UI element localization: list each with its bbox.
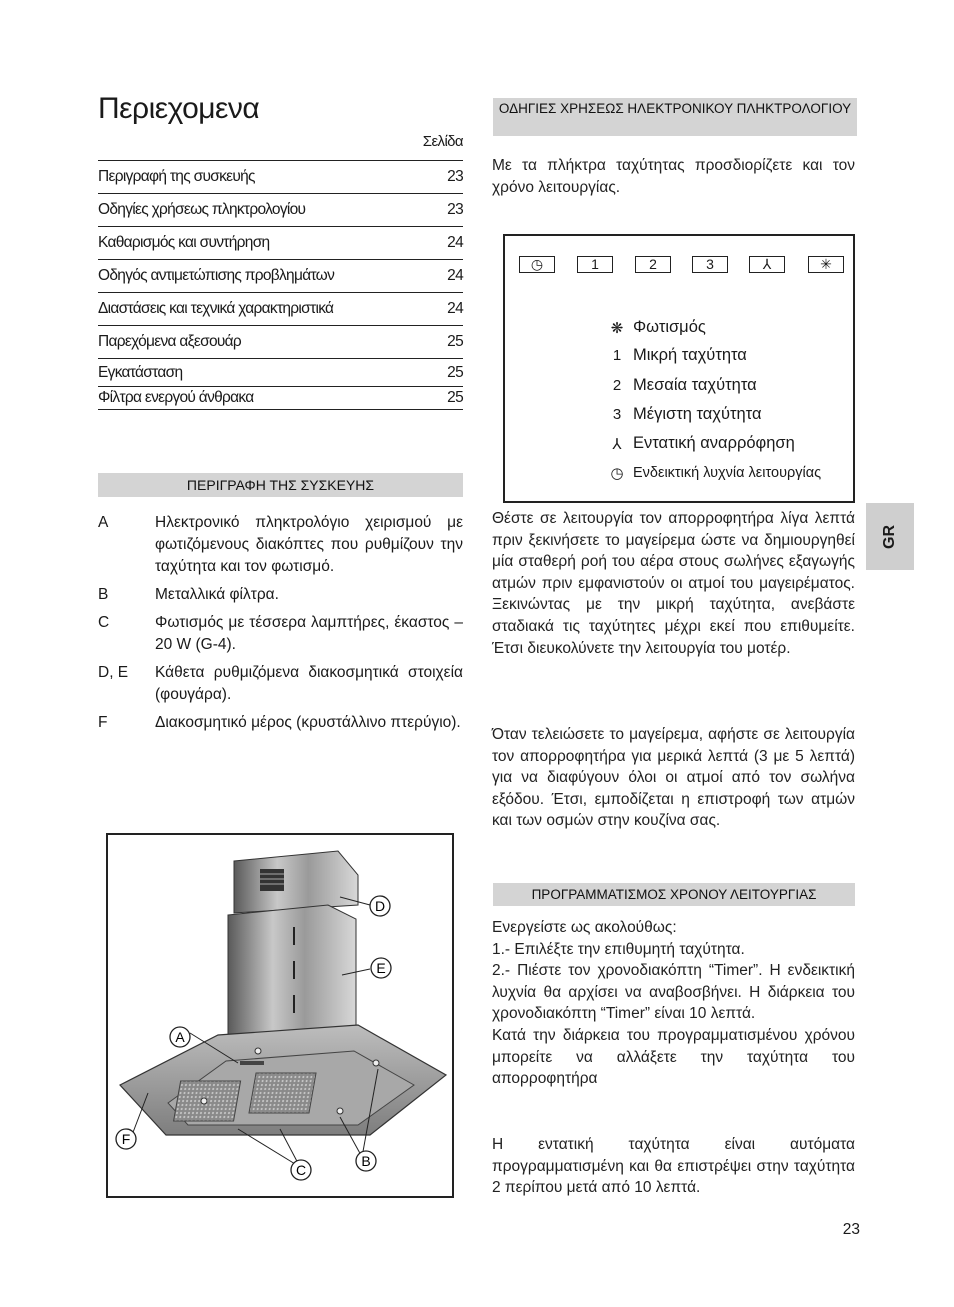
light-icon: ❋ [610, 319, 624, 337]
list-item: F Διακοσμητικό μέρος (κρυστάλλινο πτερύγιο). [98, 714, 461, 731]
parts-list [98, 512, 463, 740]
legend-item: ❋ Φωτισμός [601, 318, 706, 337]
callout-a [170, 1027, 190, 1047]
usage-paragraph-1: Θέστε σε λειτουργία τον απορροφητήρα λίγα λεπτά πριν ξεκινήσετε το μαγείρεμα ώστε να δημιουργηθεί μία σταθερή ροή του αέρα στους σωλήνες εξαγωγής ατμών πριν εμφανιστούν οι ατμοί του μαγειρέματος. Ξεκινώντας με την μικρή ταχύτητα, ανεβάστε σταδιακά τις ταχύτητες μέχρι εκεί που επιθυμείτε. Έτσι διευκολύνετε την λειτουργία του μοτέρ. [492, 510, 855, 657]
toc-row[interactable]: Εγκατάσταση 25 [98, 358, 463, 386]
list-item: C Φωτισμός με τέσσερα λαμπτήρες, έκαστος – 20 W (G-4). [98, 614, 463, 653]
legend-item: ⅄ Εντατική αναρρόφηση [601, 434, 795, 453]
boost-key-icon: ⅄ [749, 256, 785, 273]
svg-text:E: E [376, 960, 386, 976]
timer-icon: ◷ [610, 465, 624, 482]
timer-heading: ΠΡΟΓΡΑΜΜΑΤΙΣΜΟΣ ΧΡΟΝΟΥ ΛΕΙΤΟΥΡΓΙΑΣ [493, 883, 855, 906]
toc-row[interactable]: Περιγραφή της συσκευής 23 [98, 160, 463, 193]
description-heading: ΠΕΡΙΓΡΑΦΗ ΤΗΣ ΣΥΣΚΕΥΗΣ [98, 473, 463, 497]
callout-d [370, 896, 390, 916]
svg-text:B: B [361, 1153, 371, 1169]
svg-text:F: F [121, 1131, 131, 1147]
timer-note: Η εντατική ταχύτητα είναι αυτόματα προγραμματισμένη και θα επιστρέψει στην ταχύτητα 2 περίπου μετά από 10 λεπτά. [492, 1136, 855, 1197]
callout-e [371, 958, 391, 978]
language-tab: GR [866, 503, 914, 570]
toc-row[interactable]: Διαστάσεις και τεχνικά χαρακτηριστικά 24 [98, 292, 463, 325]
list-item: D, E Κάθετα ρυθμιζόμενα διακοσμητικά στοιχεία (φουγάρα). [98, 664, 463, 703]
toc-row[interactable]: Οδηγίες χρήσεως πληκτρολογίου 23 [98, 193, 463, 226]
svg-text:A: A [175, 1029, 185, 1045]
page-title: Περιεχομενα [98, 92, 260, 125]
toc-row[interactable]: Οδηγός αντιμετώπισης προβλημάτων 24 [98, 259, 463, 292]
toc-row[interactable]: Καθαρισμός και συντήρηση 24 [98, 226, 463, 259]
hood-drawing [108, 835, 452, 1196]
toc-page-column-label: Σελίδα [422, 133, 463, 150]
usage-paragraph-2: Όταν τελειώσετε το μαγείρεμα, αφήστε σε λειτουργία τον απορροφητήρα για μερικά λεπτά (3 με 5 λεπτά) για να διαφύγουν όλοι οι ατμοί από τον σωλήνα εξόδου. Έτσι, εμποδίζεται η επιστροφή των ατμών και των οσμών στην κουζίνα σας. [492, 726, 855, 830]
callout-c [291, 1160, 311, 1180]
speed-1-key: 1 [577, 256, 613, 273]
list-item: A Ηλεκτρονικό πληκτρολόγιο χειρισμού με φωτιζόμενους διακόπτες που ρυθμίζουν την ταχύτητα και τον φωτισμό. [98, 514, 463, 575]
keyboard-heading: ΟΔΗΓΙΕΣ ΧΡΗΣΕΩΣ ΗΛΕΚΤΡΟΝΙΚΟΥ ΠΛΗΚΤΡΟΛΟΓΙΟΥ [493, 98, 857, 136]
callout-f [116, 1129, 136, 1149]
legend-item: 3 Μέγιστη ταχύτητα [612, 405, 762, 423]
keypad-diagram [503, 234, 855, 503]
light-key-icon: ✳ [808, 256, 844, 273]
hood-illustration [106, 833, 454, 1198]
table-of-contents [98, 160, 463, 410]
speed-2-key: 2 [635, 256, 671, 273]
legend-item: 2 Μεσαία ταχύτητα [612, 376, 757, 394]
list-item: B Μεταλλικά φίλτρα. [98, 586, 279, 603]
keyboard-intro: Με τα πλήκτρα ταχύτητας προσδιορίζετε και τον χρόνο λειτουργίας. [492, 157, 855, 196]
callout-b [356, 1151, 376, 1171]
toc-row[interactable]: Φίλτρα ενεργού άνθρακα 25 [98, 386, 463, 410]
control-keypad [240, 1061, 264, 1065]
legend-item: ◷ Ενδεικτική λυχνία λειτουργίας [601, 464, 821, 482]
timer-key-icon: ◷ [519, 256, 555, 273]
toc-row[interactable]: Παρεχόμενα αξεσουάρ 25 [98, 325, 463, 358]
svg-text:C: C [295, 1162, 307, 1178]
svg-text:D: D [374, 898, 386, 914]
legend-item: 1 Μικρή ταχύτητα [612, 346, 747, 364]
boost-icon: ⅄ [612, 435, 622, 453]
vent-grille [260, 869, 284, 891]
page-number: 23 [842, 1221, 860, 1238]
speed-3-key: 3 [692, 256, 728, 273]
timer-instructions: Ενεργείστε ως ακολούθως: 1.- Επιλέξτε την επιθυμητή ταχύτητα. 2.- Πιέστε τον χρονοδιακόπτη “Timer”. Η ενδεικτική λυχνία θα αρχίσει να αναβοσβήνει. Η διάρκεια του χρονοδιακόπτη “Timer” είναι 10 λεπτά. Κατά την διάρκεια του προγραμματισμένου χρόνου μπορείτε να αλλάξετε την ταχύτητα του απορροφητήρα [492, 919, 855, 1088]
